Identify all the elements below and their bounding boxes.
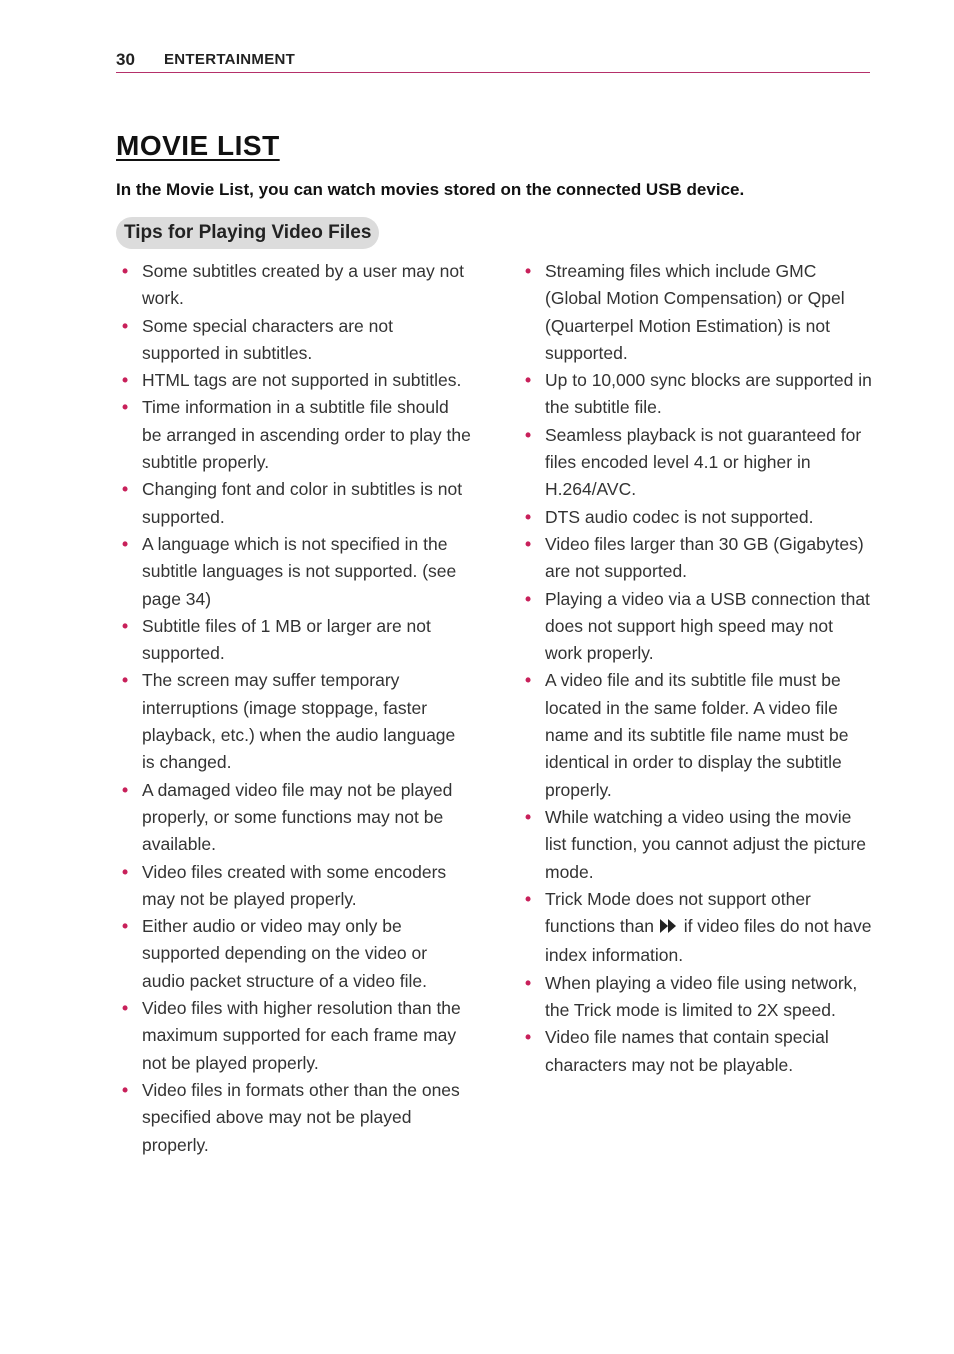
bullet-icon: •	[525, 533, 532, 554]
tip-text: Time information in a subtitle file should be arranged in ascending order to play the subtitle properly.	[142, 397, 471, 473]
bullet-icon: •	[525, 1027, 532, 1048]
tips-subheading: Tips for Playing Video Files	[116, 217, 379, 249]
bullet-icon: •	[525, 261, 532, 281]
tip-item	[122, 1077, 472, 1159]
tip-text: While watching a video using the movie list function, you cannot adjust the picture mode.	[545, 806, 867, 882]
tip-item	[525, 804, 873, 886]
tip-text: Changing font and color in subtitles is not supported.	[142, 479, 463, 527]
tip-text: if video files do not have index information.	[545, 916, 872, 966]
tip-text: HTML tags are not supported in subtitles.	[142, 370, 462, 391]
tip-item	[122, 258, 472, 313]
tip-item	[122, 613, 472, 668]
tip-item	[122, 859, 472, 914]
tip-item	[525, 667, 873, 803]
tip-item	[122, 476, 472, 531]
tip-text: Video files larger than 30 GB (Gigabytes) are not supported.	[545, 533, 864, 582]
tip-text: Some special characters are not supported in subtitles.	[142, 315, 393, 363]
tip-item	[525, 586, 873, 668]
tip-text: Up to 10,000 sync blocks are supported in the subtitle file.	[545, 370, 872, 418]
tip-text: Streaming files which include GMC (Global Motion Compensation) or Qpel (Quarterpel Motion Estimation) is not supported.	[545, 261, 845, 363]
tip-text: A language which is not specified in the subtitle languages is not supported. (see page 34)	[142, 533, 457, 609]
tip-item	[122, 394, 472, 476]
tip-text: When playing a video file using network, the Trick mode is limited to 2X speed.	[545, 972, 858, 1021]
bullet-icon: •	[122, 533, 129, 554]
tip-item	[525, 970, 873, 1025]
section-name: ENTERTAINMENT	[164, 51, 296, 68]
tip-item	[525, 258, 873, 367]
tip-item	[122, 777, 472, 859]
tip-item	[525, 422, 873, 504]
tip-item	[122, 667, 472, 776]
tip-text: Either audio or video may only be supported depending on the video or audio packet structure of a video file.	[142, 916, 428, 991]
tip-text: Video files in formats other than the ones specified above may not be played properly.	[142, 1079, 460, 1155]
bullet-icon: •	[525, 972, 532, 993]
intro-text: In the Movie List, you can watch movies stored on the connected USB device.	[116, 180, 745, 199]
page-number: 30	[116, 50, 135, 69]
tip-item	[525, 531, 873, 586]
tip-text: A video file and its subtitle file must be located in the same folder. A video file name and its subtitle file name must be identical in order to display the subtitle properly.	[545, 670, 849, 800]
bullet-icon: •	[525, 806, 532, 827]
bullet-icon: •	[122, 779, 129, 800]
tip-item	[122, 367, 472, 394]
tip-item	[525, 1024, 873, 1079]
tip-text: Video files with higher resolution than the maximum supported for each frame may not be played properly.	[142, 998, 461, 1073]
tip-text: A damaged video file may not be played properly, or some functions may not be available.	[142, 779, 453, 855]
bullet-icon: •	[122, 916, 129, 937]
bullet-icon: •	[122, 261, 129, 281]
tip-text: DTS audio codec is not supported.	[545, 506, 814, 527]
bullet-icon: •	[122, 315, 129, 336]
tip-item	[525, 504, 873, 531]
tip-text: Seamless playback is not guaranteed for files encoded level 4.1 or higher in H.264/AVC.	[545, 424, 862, 500]
tip-text: Video files created with some encoders may not be played properly.	[142, 861, 447, 909]
bullet-icon: •	[122, 397, 129, 418]
bullet-icon: •	[525, 424, 532, 445]
bullet-icon: •	[122, 1079, 129, 1100]
tip-text: Subtitle files of 1 MB or larger are not supported.	[142, 615, 431, 664]
tip-item	[122, 313, 472, 368]
bullet-icon: •	[525, 670, 532, 691]
bullet-icon: •	[122, 861, 129, 882]
tips-list-left	[122, 258, 472, 1159]
tips-list-right	[525, 258, 873, 1079]
bullet-icon: •	[122, 479, 129, 500]
tip-text: Some subtitles created by a user may not work.	[142, 261, 464, 309]
bullet-icon: •	[525, 888, 532, 909]
page-title: MOVIE LIST	[116, 130, 280, 161]
bullet-icon: •	[525, 588, 532, 609]
tip-item	[122, 913, 472, 995]
page-header	[116, 48, 870, 73]
tip-text: Trick Mode does not support other functions than	[545, 888, 811, 937]
bullet-icon: •	[525, 506, 532, 527]
bullet-icon: •	[122, 370, 129, 391]
tip-text: Video file names that contain special characters may not be playable.	[545, 1027, 829, 1075]
tip-item	[525, 886, 873, 970]
tip-text: The screen may suffer temporary interruptions (image stoppage, faster playback, etc.) when the audio language is changed.	[142, 670, 456, 773]
bullet-icon: •	[122, 998, 129, 1019]
tip-item	[525, 367, 873, 422]
tip-text: Playing a video via a USB connection that does not support high speed may not work properly.	[545, 588, 870, 664]
tip-item	[122, 995, 472, 1077]
bullet-icon: •	[122, 615, 129, 636]
bullet-icon: •	[525, 370, 532, 391]
tip-item	[122, 531, 472, 613]
fast-forward-icon	[659, 915, 679, 942]
bullet-icon: •	[122, 670, 129, 691]
